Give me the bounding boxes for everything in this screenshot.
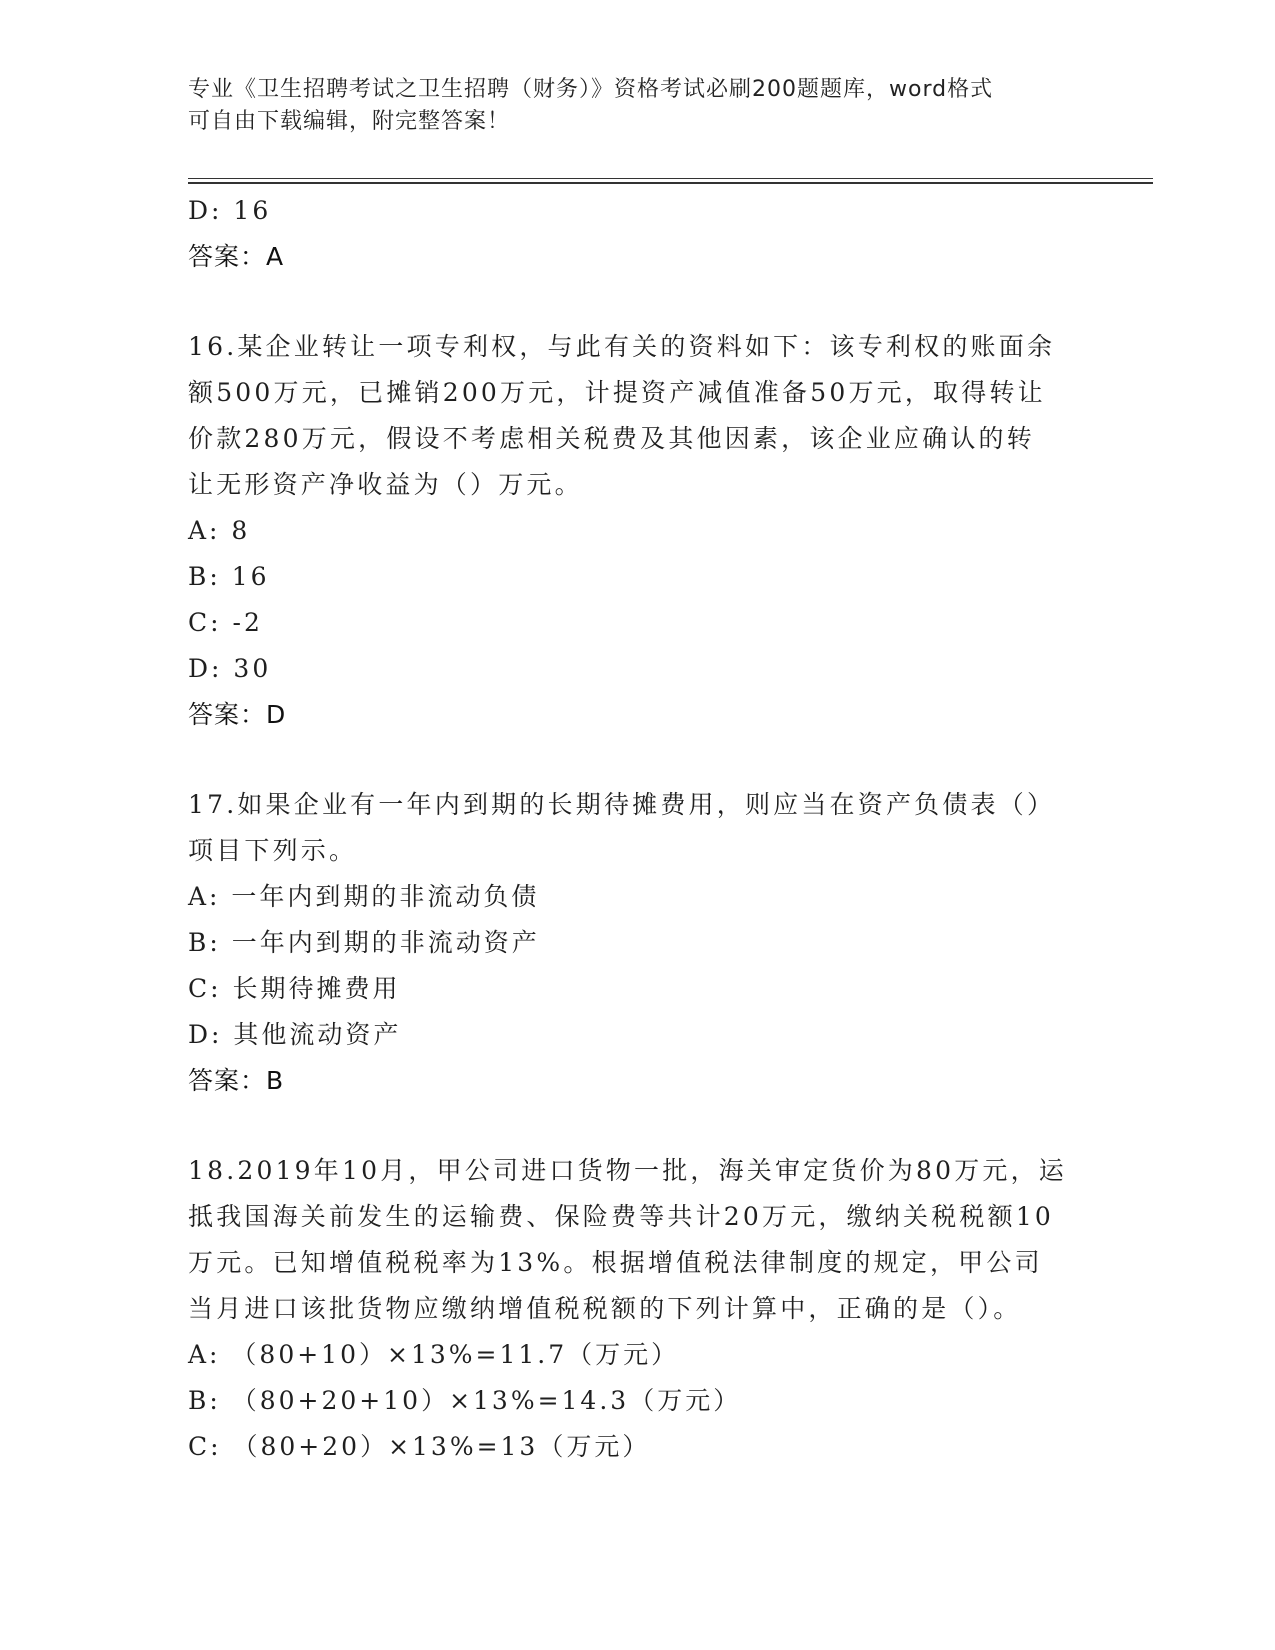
question-16-option-c: C: -2 <box>188 608 263 637</box>
document-body <box>188 188 1088 1470</box>
question-18-line: 18.2019年10月，甲公司进口货物一批，海关审定货价为80万元，运 <box>188 1156 1068 1185</box>
question-16-option-b: B: 16 <box>188 562 270 591</box>
question-16-line: 价款280万元，假设不考虑相关税费及其他因素，该企业应确认的转 <box>188 424 1035 453</box>
spacer <box>188 1104 1088 1148</box>
question-17-answer: 答案：B <box>188 1066 285 1095</box>
question-17-text <box>188 782 1088 874</box>
question-16-text <box>188 324 1088 508</box>
header-divider-thin <box>188 178 1153 179</box>
question-18-option-c: C: （80+20）×13%=13（万元） <box>188 1432 651 1461</box>
header-line-1: 专业《卫生招聘考试之卫生招聘（财务）》资格考试必刷200题题库，word格式 <box>188 77 994 102</box>
question-17-line: 项目下列示。 <box>188 836 358 865</box>
header-line-2: 可自由下载编辑，附完整答案！ <box>188 109 511 134</box>
spacer <box>188 738 1088 782</box>
question-16-answer: 答案：D <box>188 700 287 729</box>
header-divider-thick <box>188 182 1153 184</box>
question-16-option-a: A: 8 <box>188 516 251 545</box>
question-16-line: 16.某企业转让一项专利权，与此有关的资料如下：该专利权的账面余 <box>188 332 1056 361</box>
question-18-option-a: A: （80+10）×13%=11.7（万元） <box>188 1340 680 1369</box>
question-17-option-b: B: 一年内到期的非流动资产 <box>188 928 540 957</box>
question-18-option-b: B: （80+20+10）×13%=14.3（万元） <box>188 1386 742 1415</box>
question-18-text <box>188 1148 1088 1332</box>
question-18-line: 抵我国海关前发生的运输费、保险费等共计20万元，缴纳关税税额10 <box>188 1202 1055 1231</box>
question-16-line: 让无形资产净收益为（）万元。 <box>188 470 583 499</box>
question-17-option-a: A: 一年内到期的非流动负债 <box>188 882 540 911</box>
question-16-line: 额500万元，已摊销200万元，计提资产减值准备50万元，取得转让 <box>188 378 1046 407</box>
question-17-option-d: D: 其他流动资产 <box>188 1020 402 1049</box>
spacer <box>188 280 1088 324</box>
question-17-option-c: C: 长期待摊费用 <box>188 974 401 1003</box>
question-16-option-d: D: 30 <box>188 654 272 683</box>
document-header <box>188 74 1088 138</box>
prev-option-d: D: 16 <box>188 196 272 225</box>
question-18-line: 万元。已知增值税税率为13%。根据增值税法律制度的规定，甲公司 <box>188 1248 1043 1277</box>
question-17-line: 17.如果企业有一年内到期的长期待摊费用，则应当在资产负债表（） <box>188 790 1056 819</box>
prev-answer: 答案：A <box>188 242 285 271</box>
question-18-line: 当月进口该批货物应缴纳增值税税额的下列计算中，正确的是（）。 <box>188 1294 1022 1323</box>
